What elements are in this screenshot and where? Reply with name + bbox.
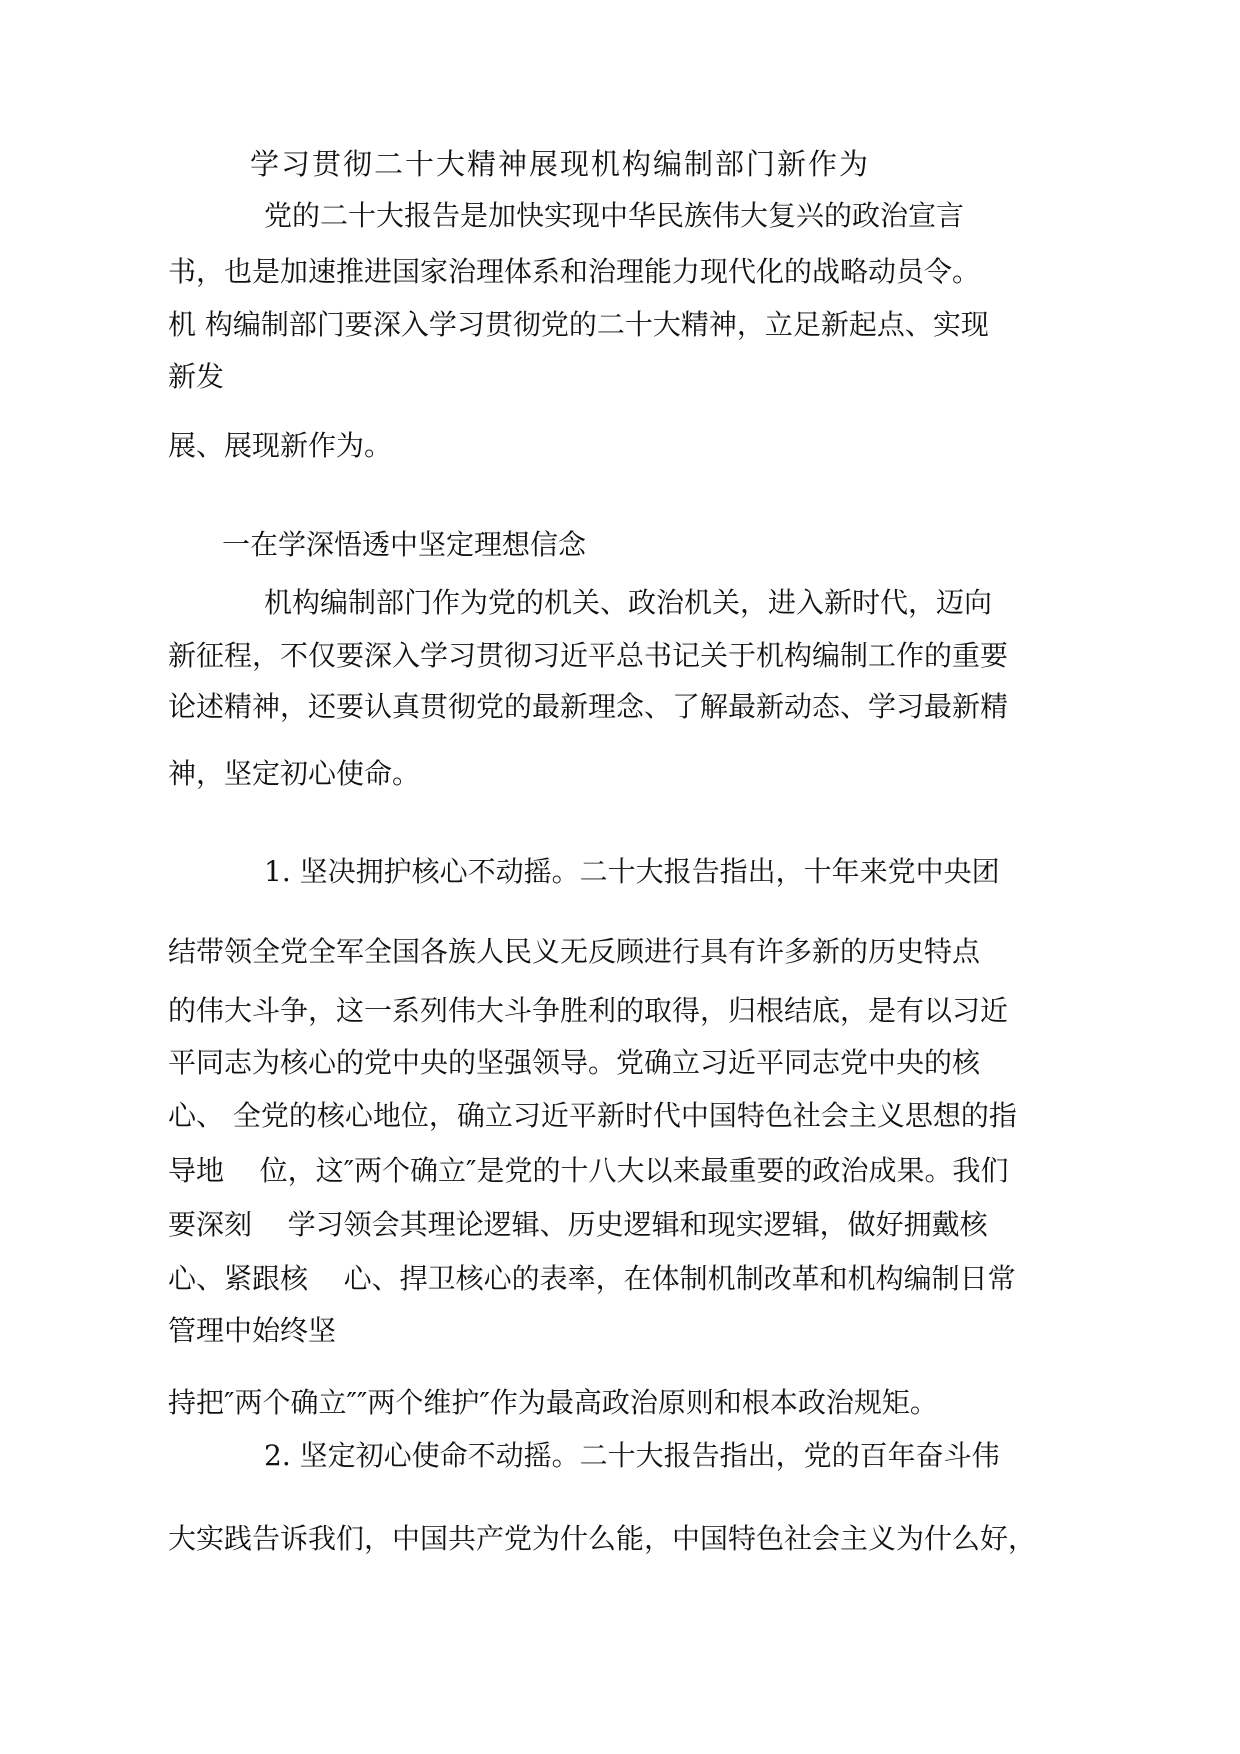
intro-line: 党的二十大报告是加快实现中华民族伟大复兴的政治宣言 bbox=[264, 199, 965, 232]
intro-line: 书，也是加速推进国家治理体系和治理能力现代化的战略动员令。 bbox=[168, 255, 981, 288]
list-item-line: 要深刻 学习领会其理论逻辑、历史逻辑和现实逻辑，做好拥戴核 bbox=[168, 1208, 988, 1241]
section-paragraph-line: 论述精神，还要认真贯彻党的最新理念、了解最新动态、学习最新精 bbox=[168, 690, 1009, 723]
intro-line: 机 构编制部门要深入学习贯彻党的二十大精神，立足新起点、实现 bbox=[168, 308, 989, 341]
section-paragraph-line: 新征程，不仅要深入学习贯彻习近平总书记关于机构编制工作的重要 bbox=[168, 639, 1009, 672]
list-item-line: 大实践告诉我们，中国共产党为什么能，中国特色社会主义为什么好， bbox=[168, 1522, 1037, 1555]
list-item-line: 的伟大斗争，这一系列伟大斗争胜利的取得，归根结底，是有以习近 bbox=[168, 994, 1009, 1027]
list-item-line: 持把″两个确立″″两个维护″作为最高政治原则和根本政治规矩。 bbox=[168, 1386, 938, 1419]
list-item-line: 管理中始终坚 bbox=[168, 1314, 337, 1347]
intro-line: 新发 bbox=[168, 360, 225, 393]
list-item-line: 心、紧跟核 心、捍卫核心的表率，在体制机制改革和机构编制日常 bbox=[168, 1262, 1016, 1295]
list-item-text: 坚决拥护核心不动摇。二十大报告指出，十年来党中央团 bbox=[290, 855, 1000, 888]
list-item-line: 导地 位，这″两个确立″是党的十八大以来最重要的政治成果。我们 bbox=[168, 1154, 1009, 1187]
list-item-line: 结带领全党全军全国各族人民义无反顾进行具有许多新的历史特点 bbox=[168, 935, 981, 968]
list-item-line: 心、 全党的核心地位，确立习近平新时代中国特色社会主义思想的指 bbox=[168, 1099, 1017, 1132]
document-title: 学习贯彻二十大精神展现机构编制部门新作为 bbox=[250, 147, 871, 181]
list-item-first-line bbox=[264, 855, 1000, 889]
section-paragraph-line: 机构编制部门作为党的机关、政治机关，进入新时代，迈向 bbox=[264, 586, 993, 619]
intro-line: 展、展现新作为。 bbox=[168, 429, 393, 462]
list-item-line: 平同志为核心的党中央的坚强领导。党确立习近平同志党中央的核 bbox=[168, 1046, 981, 1079]
list-item-number: 2. bbox=[264, 1439, 291, 1472]
section-paragraph-line: 神，坚定初心使命。 bbox=[168, 757, 421, 790]
list-item-first-line bbox=[264, 1439, 1000, 1473]
section-heading: 一在学深悟透中坚定理想信念 bbox=[222, 528, 587, 561]
list-item-number: 1. bbox=[264, 855, 291, 888]
list-item-text: 坚定初心使命不动摇。二十大报告指出，党的百年奋斗伟 bbox=[290, 1439, 1000, 1472]
